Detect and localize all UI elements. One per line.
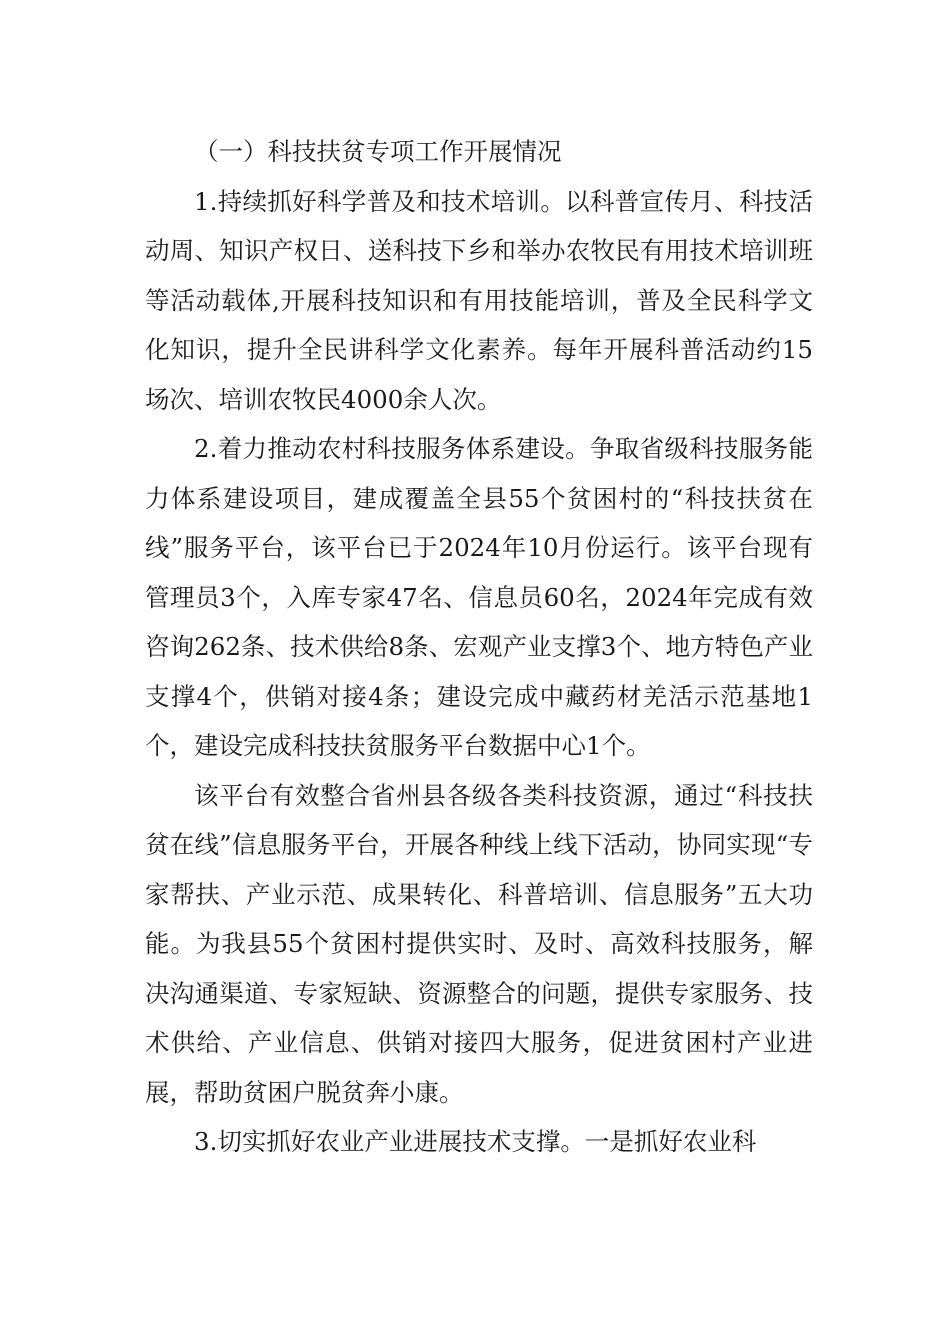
- paragraph-industry-support: 3.切实抓好农业产业进展技术支撑。一是抓好农业科: [194, 1127, 757, 1156]
- paragraph-platform-integration: 该平台有效整合省州县各级各类科技资源，通过“科技扶贫在线”信息服务平台，开展各种线上线下活动，协同实现“专家帮扶、产业示范、成果转化、科普培训、信息服务”五大功能。为我县55个贫困村提供实时、及时、高效科技服务，解决沟通渠道、专家短缺、资源整合的问题，提供专家服务、技术供给、产业信息、供销对接四大服务，促进贫困村产业进展，帮助贫困户脱贫奔小康。: [145, 780, 813, 1107]
- paragraph-service-system: 2.着力推动农村科技服务体系建设。争取省级科技服务能力体系建设项目，建成覆盖全县55个贫困村的“科技扶贫在线”服务平台，该平台已于2024年10月份运行。该平台现有管理员3个，入库专家47名、信息员60名，2024年完成有效咨询262条、技术供给8条、宏观产业支撑3个、地方特色产业支撑4个，供销对接4条；建设完成中藏药材羌活示范基地1个，建设完成科技扶贫服务平台数据中心1个。: [145, 434, 813, 760]
- paragraph-science-popularization: 1.持续抓好科学普及和技术培训。以科普宣传月、科技活动周、知识产权日、送科技下乡和举办农牧民有用技术培训班等活动载体,开展科技知识和有用技能培训，普及全民科学文化知识，提升全民讲科学文化素养。每年开展科普活动约15场次、培训农牧民4000余人次。: [145, 186, 813, 414]
- section-heading: （一）科技扶贫专项工作开展情况: [194, 137, 562, 166]
- document-body: [145, 127, 813, 1167]
